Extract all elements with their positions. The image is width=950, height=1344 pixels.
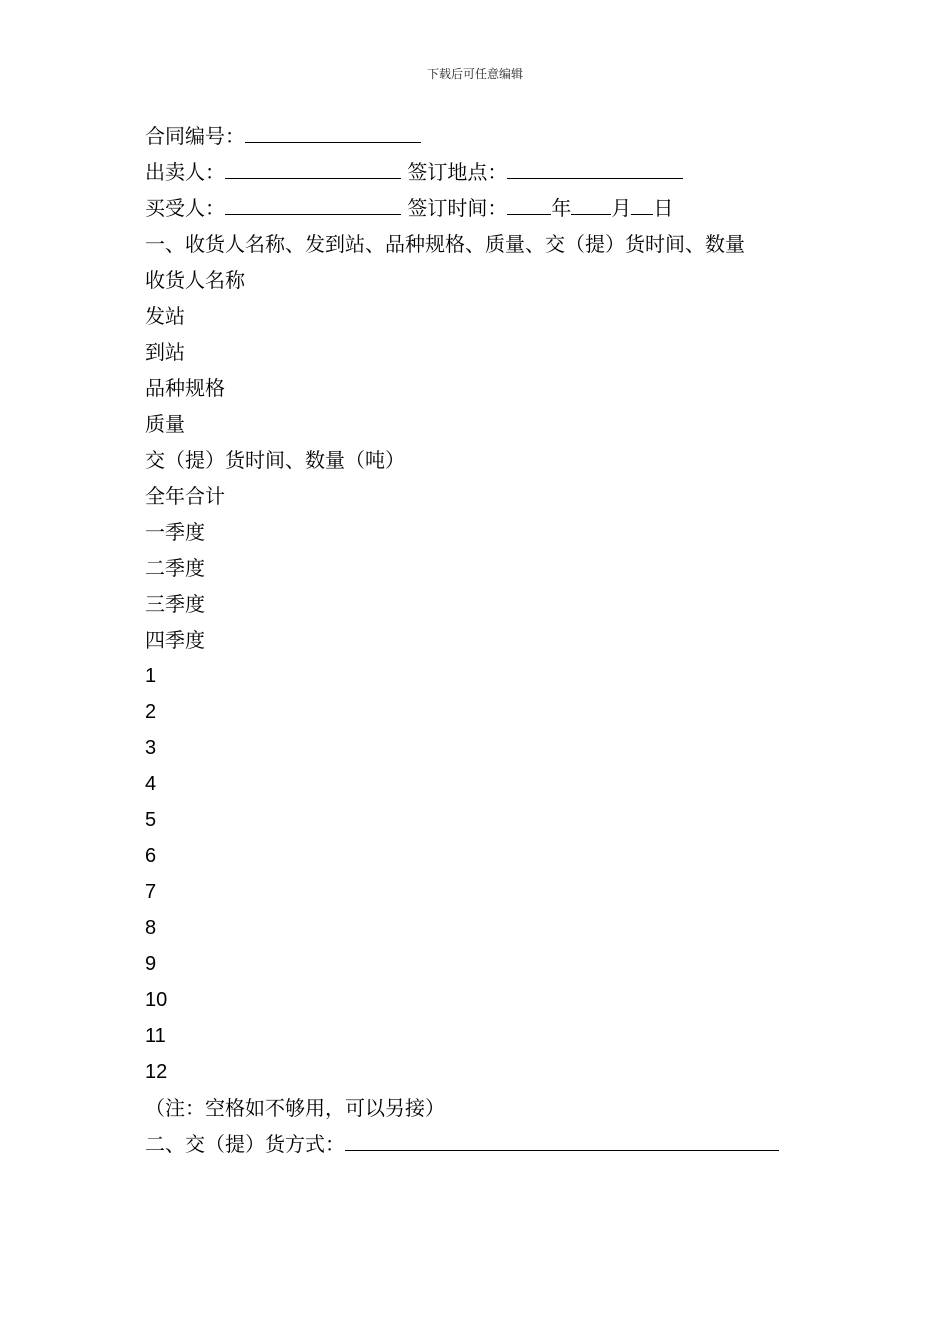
sign-year-blank[interactable] — [507, 192, 551, 215]
list-item: 收货人名称 — [145, 268, 245, 292]
list-item: 全年合计 — [145, 484, 225, 508]
contract-body — [145, 118, 825, 1162]
list-item: 三季度 — [145, 592, 205, 616]
sign-day-blank[interactable] — [631, 192, 653, 215]
section1-title: 一、收货人名称、发到站、品种规格、质量、交（提）货时间、数量 — [145, 232, 745, 256]
sign-place-blank[interactable] — [507, 156, 683, 179]
month-item: 8 — [145, 917, 157, 939]
list-item: 发站 — [145, 304, 185, 328]
month-item: 10 — [145, 989, 168, 1011]
month-item: 6 — [145, 845, 157, 867]
buyer-label: 买受人： — [145, 196, 225, 220]
seller-label: 出卖人： — [145, 160, 225, 184]
list-item: 一季度 — [145, 520, 205, 544]
list-item: 品种规格 — [145, 376, 225, 400]
buyer-line — [145, 190, 825, 226]
page-header-note: 下载后可任意编辑 — [426, 67, 523, 81]
day-label: 日 — [653, 196, 674, 220]
section2-line — [145, 1126, 825, 1162]
list-item: 四季度 — [145, 628, 205, 652]
month-item: 7 — [145, 881, 157, 903]
month-label: 月 — [611, 196, 632, 220]
list-item: 到站 — [145, 340, 185, 364]
section2-title: 二、交（提）货方式： — [145, 1132, 345, 1156]
sign-place-label: 签订地点： — [407, 160, 508, 184]
month-item: 4 — [145, 773, 157, 795]
list-item: 二季度 — [145, 556, 205, 580]
buyer-blank[interactable] — [225, 192, 401, 215]
seller-line — [145, 154, 825, 190]
sign-time-label: 签订时间： — [407, 196, 508, 220]
list-item: 质量 — [145, 412, 185, 436]
month-item: 3 — [145, 737, 157, 759]
month-item: 9 — [145, 953, 157, 975]
contract-number-line — [145, 118, 825, 154]
month-item: 1 — [145, 665, 157, 687]
seller-blank[interactable] — [225, 156, 401, 179]
year-label: 年 — [551, 196, 572, 220]
month-list — [145, 658, 825, 1090]
list-item: 交（提）货时间、数量（吨） — [145, 448, 405, 472]
contract-number-blank[interactable] — [245, 120, 421, 143]
month-item: 11 — [145, 1025, 166, 1047]
month-item: 12 — [145, 1061, 168, 1083]
sign-month-blank[interactable] — [571, 192, 611, 215]
section1-items — [145, 262, 825, 658]
delivery-method-blank[interactable] — [345, 1128, 779, 1151]
contract-number-label: 合同编号： — [145, 124, 245, 148]
table-note: （注：空格如不够用，可以另接） — [145, 1096, 445, 1120]
month-item: 5 — [145, 809, 157, 831]
month-item: 2 — [145, 701, 157, 723]
